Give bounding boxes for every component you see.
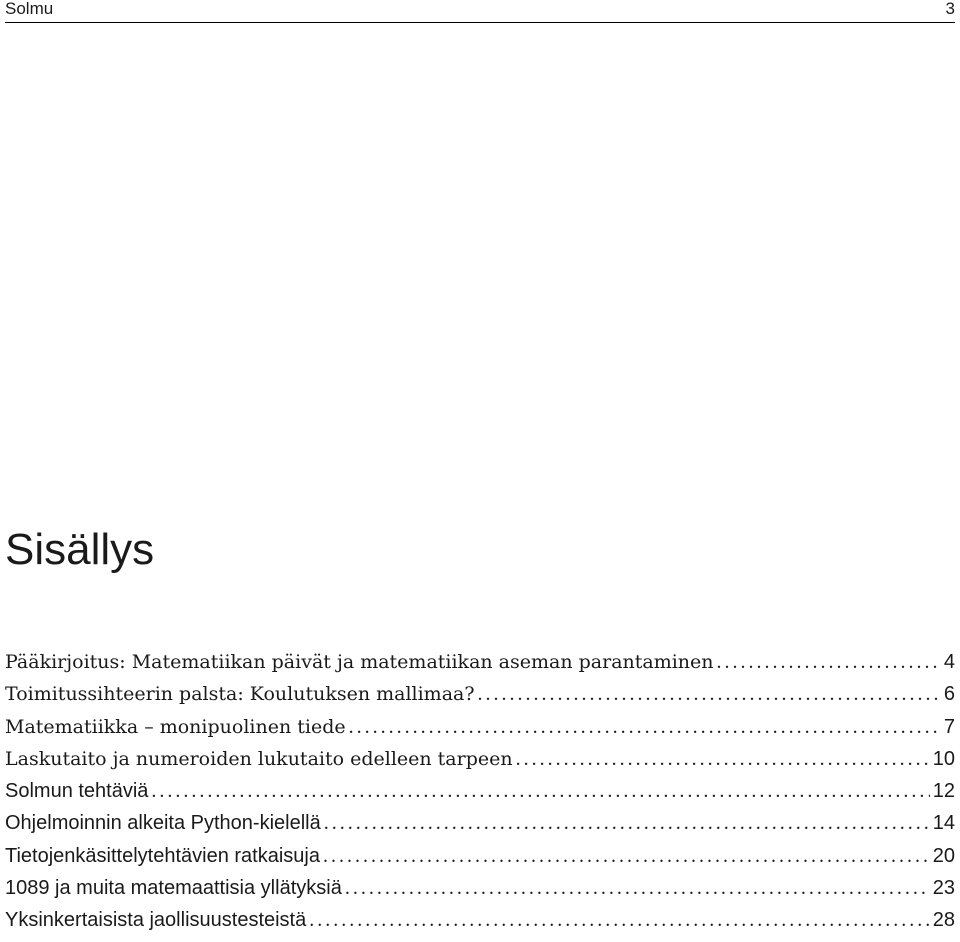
toc-entry-page: 10	[932, 747, 955, 770]
toc-entry-title: Matematiikka – monipuolinen tiede	[5, 715, 346, 738]
toc-dot-leader	[323, 842, 930, 870]
toc-entry-title: Toimitussihteerin palsta: Koulutuksen mallimaa?	[5, 683, 475, 706]
toc-dot-leader	[309, 906, 930, 934]
toc-dot-leader	[349, 713, 941, 741]
page-title: Sisällys	[5, 525, 155, 574]
toc-dot-leader	[324, 809, 930, 837]
toc-entry-page: 23	[932, 877, 955, 900]
toc-entry[interactable]	[5, 906, 955, 938]
toc-entry-page: 12	[932, 780, 955, 803]
toc-entry-title: Pääkirjoitus: Matematiikan päivät ja matematiikan aseman parantaminen	[5, 651, 714, 673]
toc-entry[interactable]	[5, 809, 955, 841]
toc-entry-page: 14	[932, 812, 955, 835]
toc-entry-page: 4	[943, 651, 955, 673]
toc-entry[interactable]	[5, 874, 955, 906]
toc-entry-title: 1089 ja muita matemaattisia yllätyksiä	[5, 877, 342, 900]
header-section-name: Solmu	[5, 0, 54, 18]
toc-entry[interactable]	[5, 648, 955, 680]
toc-entry[interactable]	[5, 680, 955, 712]
toc-entry-page: 7	[943, 715, 955, 738]
toc-dot-leader	[345, 874, 930, 902]
toc-entry-title: Yksinkertaisista jaollisuustesteistä	[5, 909, 307, 932]
toc-dot-leader	[516, 745, 930, 773]
table-of-contents	[5, 648, 955, 939]
toc-dot-leader	[478, 680, 941, 708]
toc-dot-leader	[151, 777, 929, 805]
running-header	[5, 0, 955, 23]
toc-entry-page: 20	[932, 844, 955, 867]
toc-entry[interactable]	[5, 842, 955, 874]
toc-entry-title: Solmun tehtäviä	[5, 780, 149, 803]
toc-entry-page: 28	[932, 909, 955, 932]
toc-dot-leader	[717, 648, 941, 676]
toc-entry[interactable]	[5, 713, 955, 745]
toc-entry-title: Laskutaito ja numeroiden lukutaito edelleen tarpeen	[5, 747, 513, 770]
toc-entry-title: Tietojenkäsittelytehtävien ratkaisuja	[5, 844, 320, 867]
toc-entry[interactable]	[5, 777, 955, 809]
toc-entry-page: 6	[943, 683, 955, 706]
header-page-number: 3	[945, 0, 955, 18]
toc-entry[interactable]	[5, 745, 955, 777]
toc-entry-title: Ohjelmoinnin alkeita Python-kielellä	[5, 812, 321, 835]
